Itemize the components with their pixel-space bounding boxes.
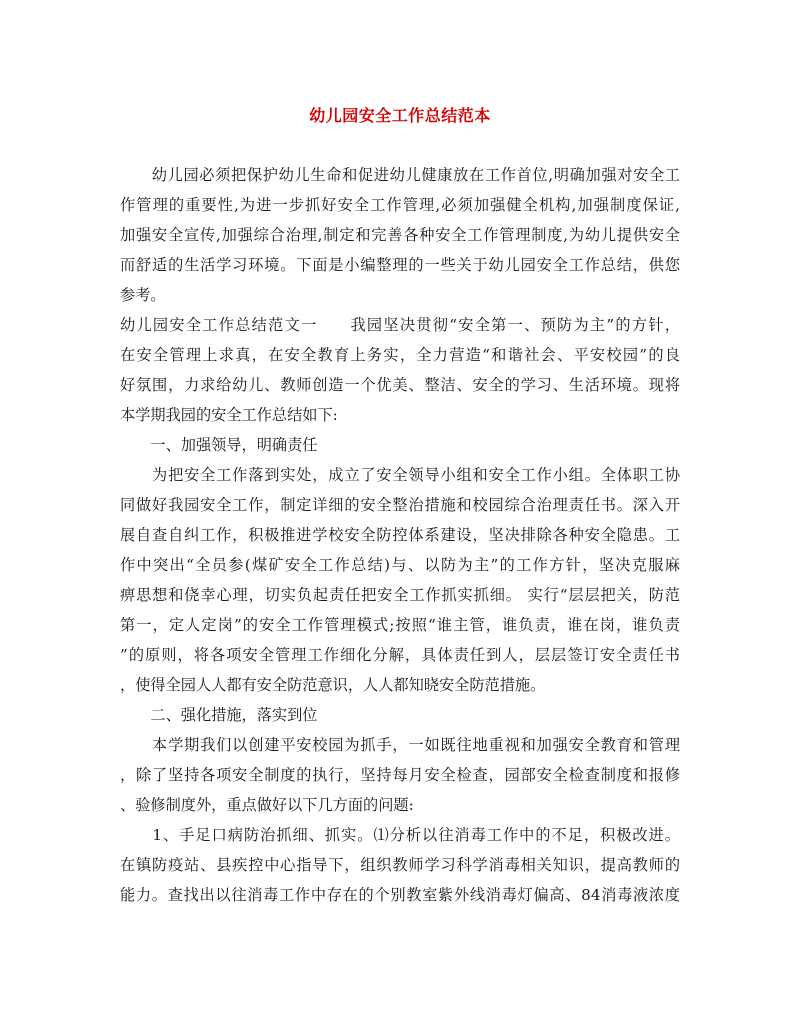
- body-line: ，使得全园人人都有安全防范意识，人人都知晓安全防范措施。: [120, 676, 546, 694]
- body-line: 同做好我园安全工作，制定详细的安全整治措施和校园综合治理责任书。深入开: [120, 496, 680, 514]
- body-line: 而舒适的生活学习环境。下面是小编整理的一些关于幼儿园安全工作总结，供您: [120, 256, 680, 274]
- body-line: 展自查自纠工作，积极推进学校安全防控体系建设，坚决排除各种安全隐患。工: [120, 526, 680, 544]
- body-line: 加强安全宣传,加强综合治理,制定和完善各种安全工作管理制度,为幼儿提供安全: [120, 226, 680, 244]
- subheading-line: 一、加强领导，明确责任: [120, 436, 318, 454]
- body-line: ，除了坚持各项安全制度的执行，坚持每月安全检查，园部安全检查制度和报修: [120, 766, 680, 784]
- document-title: 幼儿园安全工作总结范本: [309, 106, 491, 125]
- body-line: 第一，定人定岗”的安全工作管理模式;按照“谁主管，谁负责，谁在岗，谁负责: [120, 616, 680, 634]
- document-body: [120, 160, 680, 910]
- body-line: 本学期我园的安全工作总结如下:: [120, 406, 338, 424]
- body-line: 、验修制度外，重点做好以下几方面的问题:: [120, 796, 414, 814]
- section-heading-line: 幼儿园安全工作总结范文一 我园坚决贯彻“安全第一、预防为主”的方针，: [120, 316, 680, 334]
- body-line: 能力。查找出以往消毒工作中存在的个别教室紫外线消毒灯偏高、84消毒液浓度: [120, 886, 680, 904]
- body-line: 本学期我们以创建平安校园为抓手，一如既往地重视和加强安全教育和管理: [120, 736, 680, 754]
- body-line: 参考。: [120, 286, 166, 304]
- body-line: 为把安全工作落到实处，成立了安全领导小组和安全工作小组。全体职工协: [120, 466, 680, 484]
- subheading-line: 二、强化措施，落实到位: [120, 706, 318, 724]
- body-line: 在安全管理上求真，在安全教育上务实，全力营造“和谐社会、平安校园”的良: [120, 346, 680, 364]
- body-line: 作中突出“全员参(煤矿安全工作总结)与、以防为主”的工作方针，坚决克服麻: [120, 556, 680, 574]
- body-line: 幼儿园必须把保护幼儿生命和促进幼儿健康放在工作首位,明确加强对安全工: [120, 166, 680, 184]
- body-line: 痹思想和侥幸心理，切实负起责任把安全工作抓实抓细。 实行“层层把关，防范: [120, 586, 680, 604]
- body-line: ”的原则，将各项安全管理工作细化分解，具体责任到人，层层签订安全责任书: [120, 646, 680, 664]
- body-line: 作管理的重要性,为进一步抓好安全工作管理,必须加强健全机构,加强制度保证,: [120, 196, 680, 214]
- body-line: 在镇防疫站、县疾控中心指导下，组织教师学习科学消毒相关知识，提高教师的: [120, 856, 680, 874]
- body-line: 好氛围，力求给幼儿、教师创造一个优美、整洁、安全的学习、生活环境。现将: [120, 376, 680, 394]
- body-line: 1、手足口病防治抓细、抓实。⑴分析以往消毒工作中的不足，积极改进。: [120, 826, 680, 844]
